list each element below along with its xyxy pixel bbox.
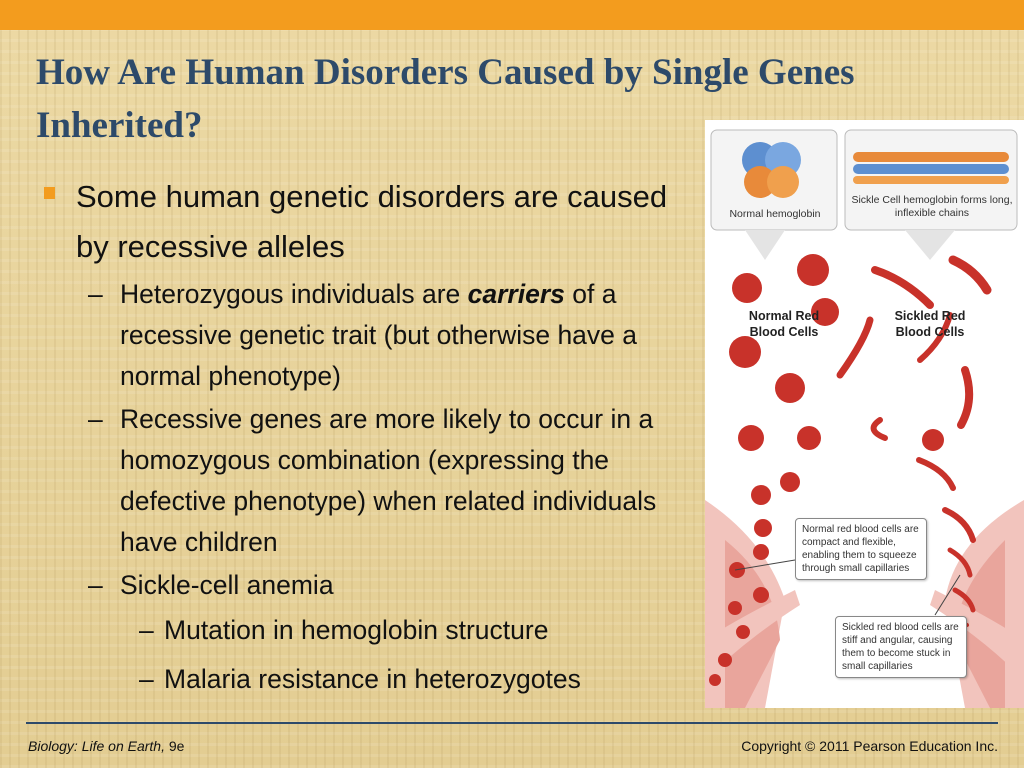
normal-cells-label: Normal Red Blood Cells	[748, 309, 820, 339]
bullet-square-icon	[44, 187, 55, 199]
bullet-text: Malaria resistance in heterozygotes	[164, 664, 581, 694]
top-accent-bar	[0, 0, 1024, 30]
bullet-list	[36, 172, 706, 704]
bullet-text: of a recessive genetic trait (but otherwise have a normal phenotype)	[120, 279, 638, 391]
emphasis-carriers: carriers	[467, 279, 565, 309]
sickle-cell-figure	[705, 120, 1024, 708]
bullet-level3-malaria	[36, 655, 706, 704]
bullet-level1	[36, 172, 706, 272]
normal-hemoglobin-box	[711, 130, 837, 260]
sickled-cells-callout: Sickled red blood cells are stiff and angular, causing them to become stuck in small capillaries	[835, 616, 967, 678]
dash-marker: –	[139, 615, 154, 645]
bullet-text: Recessive genes are more likely to occur in a homozygous combination (expressing the defective phenotype) when related individuals have children	[120, 404, 657, 557]
footer-book	[28, 738, 184, 754]
normal-hemoglobin-label: Normal hemoglobin	[729, 208, 821, 220]
bullet-level2-recessive	[36, 399, 706, 563]
dash-marker: –	[88, 404, 103, 434]
bullet-text: Some human genetic disorders are caused by recessive alleles	[76, 179, 668, 264]
dash-marker: –	[88, 279, 103, 309]
footer-divider	[26, 722, 998, 724]
bullet-level2-carriers	[36, 274, 706, 397]
footer-copyright: Copyright © 2011 Pearson Education Inc.	[741, 738, 998, 754]
slide-title: How Are Human Disorders Caused by Single Genes Inherited?	[36, 52, 855, 146]
sickled-cells-label: Sickled Red Blood Cells	[894, 309, 966, 339]
dash-marker: –	[139, 664, 154, 694]
normal-cells-callout: Normal red blood cells are compact and flexible, enabling them to squeeze through small capillaries	[795, 518, 927, 580]
red-cell	[922, 429, 944, 451]
sickle-hemoglobin-label: Sickle Cell hemoglobin forms long, inflexible chains	[851, 194, 1013, 219]
bullet-level2-sickle	[36, 565, 706, 606]
book-edition: 9e	[164, 738, 185, 754]
bullet-text: Heterozygous individuals are	[120, 279, 468, 309]
bullet-text: Mutation in hemoglobin structure	[164, 615, 549, 645]
book-title: Biology: Life on Earth,	[28, 738, 165, 754]
bullet-level3-mutation	[36, 606, 706, 655]
dash-marker: –	[88, 570, 103, 600]
bullet-text: Sickle-cell anemia	[120, 570, 334, 600]
